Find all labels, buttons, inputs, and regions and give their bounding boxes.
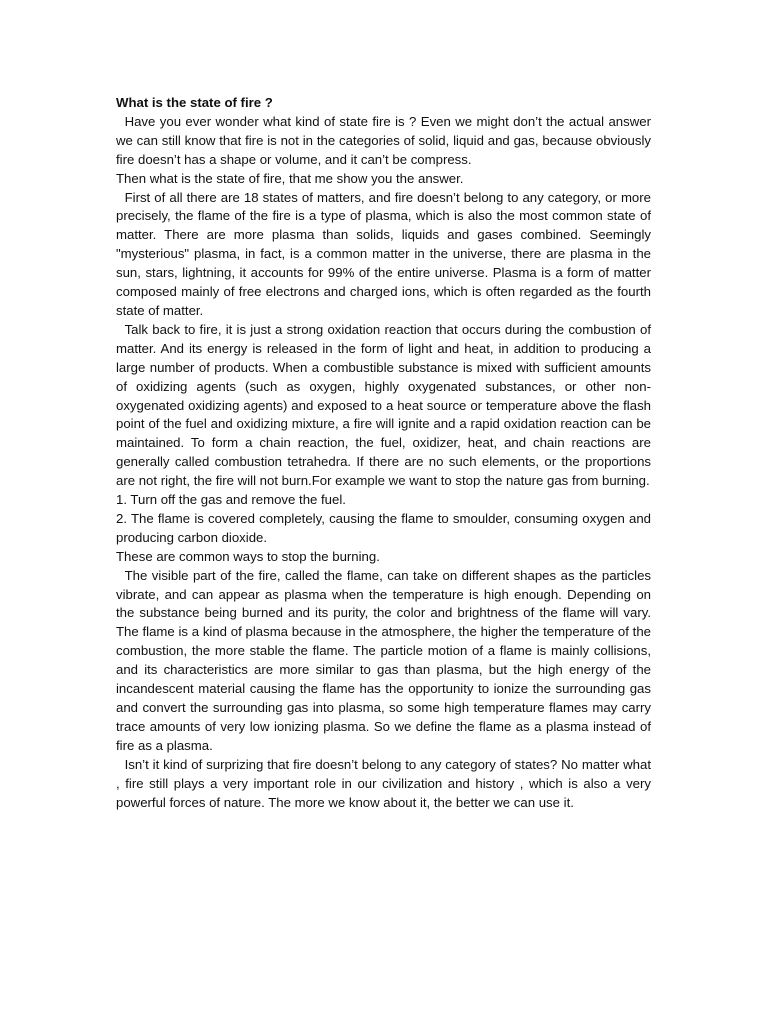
list-item-step-2: 2. The flame is covered completely, causing the flame to smoulder, consuming oxygen and producing carbon dioxide. [116, 510, 651, 545]
paragraph-flame: The visible part of the fire, called the flame, can take on different shapes as the particles vibrate, and can appear as plasma when the temperature is high enough. Depending on the substance being burned and its purity, the color and brightness of the flame will vary. The flame is a kind of plasma because in the atmosphere, the higher the temperature of the combustion, the more stable the flame. The particle motion of a flame is mainly collisions, and its characteristics are more similar to gas than plasma, but the high energy of the incandescent material causing the flame has the opportunity to ionize the surrounding gas and convert the surrounding gas into plasma, so some high temperature flames may carry trace amounts of very low ionizing plasma. So we define the flame as a plasma instead of fire as a plasma. [116, 567, 651, 753]
paragraph-intro: Have you ever wonder what kind of state fire is ? Even we might don’t the actual answer we can still know that fire is not in the categories of solid, liquid and gas, because obviously fire doesn’t has a shape or volume, and it can’t be compress. [116, 113, 651, 167]
document-title: What is the state of fire ? [116, 95, 273, 110]
paragraph-combustion: Talk back to fire, it is just a strong oxidation reaction that occurs during the combustion of matter. And its energy is released in the form of light and heat, in addition to producing a large number of products. When a combustible substance is mixed with sufficient amounts of oxidizing agents (such as oxygen, highly oxygenated substances, or other non-oxygenated oxidizing agents) and exposed to a heat source or temperature above the flash point of the fuel and oxidizing mixture, a fire will ignite and a rapid oxidation reaction can be maintained. To form a chain reaction, the fuel, oxidizer, heat, and chain reactions are generally called combustion tetrahedra. If there are no such elements, or the proportions are not right, the fire will not burn.For example we want to stop the nature gas from burning. [116, 321, 651, 489]
paragraph-question: Then what is the state of fire, that me show you the answer. [116, 170, 464, 186]
paragraph-conclusion: Isn’t it kind of surprizing that fire doesn’t belong to any category of states? No matter what , fire still plays a very important role in our civilization and history , which is also a very powerful forces of nature. The more we know about it, the better we can use it. [116, 756, 651, 810]
list-item-step-1: 1. Turn off the gas and remove the fuel. [116, 492, 346, 508]
document-body [116, 94, 651, 812]
paragraph-states-of-matter: First of all there are 18 states of matters, and fire doesn’t belong to any category, or more precisely, the flame of the fire is a type of plasma, which is also the most common state of matter. There are more plasma than solids, liquids and gases combined. Seemingly "mysterious" plasma, in fact, is a common matter in the universe, there are plasma in the sun, stars, lightning, it accounts for 99% of the entire universe. Plasma is a form of matter composed mainly of free electrons and charged ions, which is often regarded as the fourth state of matter. [116, 189, 651, 318]
paragraph-common-ways: These are common ways to stop the burning. [116, 548, 380, 564]
